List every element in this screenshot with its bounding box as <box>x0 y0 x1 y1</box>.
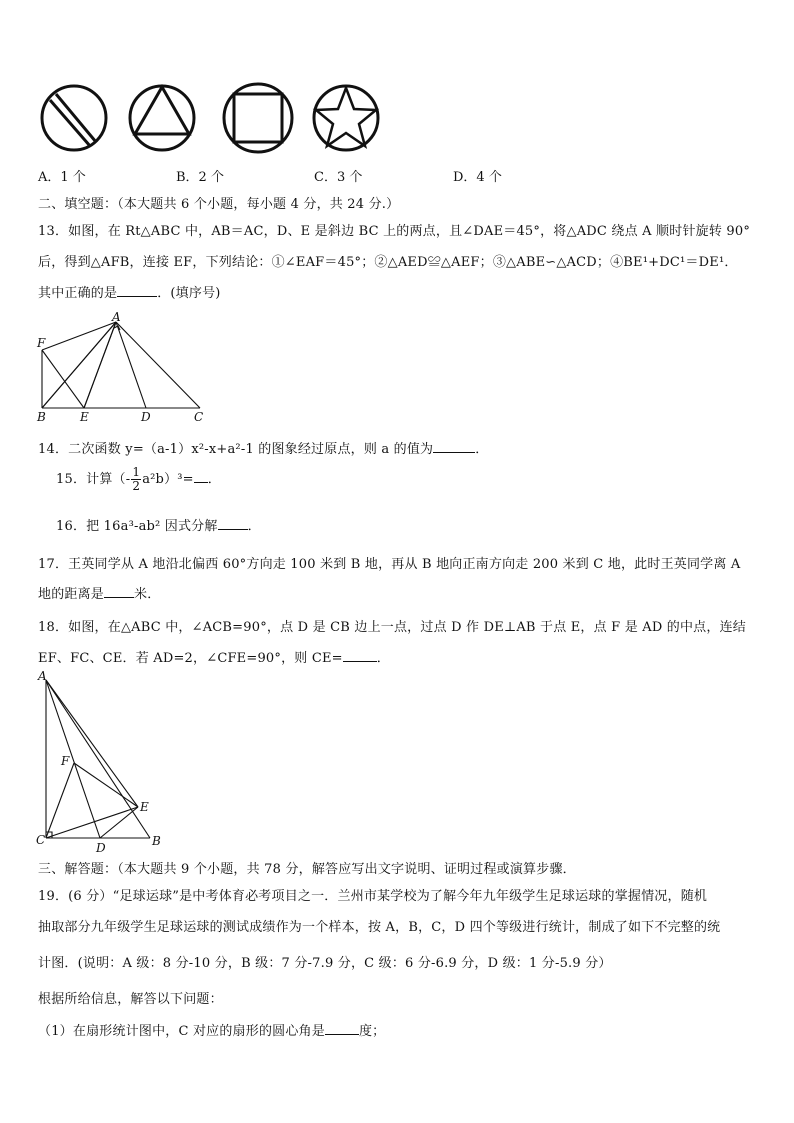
circle-triangle-figure <box>130 86 194 150</box>
q18-label-b: B <box>152 834 161 848</box>
q18-label-e: E <box>140 800 149 814</box>
circle-slash-figure <box>42 86 106 150</box>
q17-line2: 地的距离是 米． <box>38 587 161 602</box>
q19-line5: （1）在扇形统计图中，C 对应的扇形的圆心角是 度； <box>38 1024 386 1039</box>
q18-label-c: C <box>36 833 46 847</box>
circle-star-figure <box>314 86 378 150</box>
q16-line: 16．把 16a³-ab² 因式分解 ． <box>56 519 261 534</box>
q19-line4: 根据所给信息，解答以下问题： <box>38 992 223 1007</box>
q13-label-f: F <box>37 336 46 350</box>
q19-line1: 19．(6 分）“足球运球”是中考体育必考项目之一．兰州市某学校为了解今年九年级学生足球运球的掌握情况，随机 <box>38 889 708 904</box>
answer-blank <box>343 649 377 662</box>
q13-label-c: C <box>194 410 204 424</box>
q19-line2: 抽取部分九年级学生足球运球的测试成绩作为一个样本，按 A，B，C，D 四个等级进行统计，制成了如下不完整的统 <box>38 920 721 935</box>
q17-line1: 17．王英同学从 A 地沿北偏西 60°方向走 100 米到 B 地，再从 B 地向正南方向走 200 米到 C 地，此时王英同学离 A <box>38 557 741 572</box>
q18-line1: 18．如图，在△ABC 中，∠ACB=90°，点 D 是 CB 边上一点，过点 D 作 DE⊥AB 于点 E，点 F 是 AD 的中点，连结 <box>38 620 746 635</box>
q19-line3: 计图．(说明：A 级：8 分-10 分，B 级：7 分-7.9 分，C 级：6 分-6.9 分，D 级：1 分-5.9 分） <box>38 956 612 971</box>
choice-d: D．4 个 <box>453 170 502 185</box>
choice-b: B．2 个 <box>176 170 224 185</box>
section3-heading: 三、解答题：（本大题共 9 个小题，共 78 分，解答应写出文字说明、证明过程或演算步骤． <box>38 862 576 877</box>
answer-blank <box>218 517 248 530</box>
section2-heading: 二、填空题：（本大题共 6 个小题，每小题 4 分，共 24 分.） <box>38 197 400 212</box>
q13-line2: 后，得到△AFB，连接 EF，下列结论：①∠EAF＝45°；②△AED≌△AEF；③△ABE∽△ACD；④BE¹+DC¹＝DE¹． <box>38 255 738 270</box>
answer-blank <box>433 440 475 453</box>
q13-label-b: B <box>37 410 46 424</box>
q18-label-f: F <box>61 754 70 768</box>
q14-line: 14．二次函数 y=（a-1）x²-x+a²-1 的图象经过原点，则 a 的值为 ． <box>38 442 489 457</box>
answer-blank <box>104 585 134 598</box>
answer-blank <box>117 284 157 297</box>
answer-blank <box>325 1022 359 1035</box>
q18-label-d: D <box>96 841 106 855</box>
q13-figure <box>34 310 214 425</box>
choice-c: C．3 个 <box>314 170 363 185</box>
fraction-one-half: $\frac{1}{2}$ <box>132 465 141 493</box>
q13-label-e: E <box>80 410 89 424</box>
symbol-figures <box>36 80 386 156</box>
q13-label-a: A <box>112 310 121 324</box>
q18-label-a: A <box>38 669 47 683</box>
answer-blank <box>194 470 208 483</box>
q13-line1: 13．如图，在 Rt△ABC 中，AB＝AC，D、E 是斜边 BC 上的两点，且∠DAE＝45°，将△ADC 绕点 A 顺时针旋转 90° <box>38 224 751 239</box>
q18-line2: EF、FC、CE．若 AD=2，∠CFE=90°，则 CE= ． <box>38 651 390 666</box>
q15-line: 15．计算（- $\frac{1}{2}$ a²b）³= ． <box>56 465 221 493</box>
q13-line3: 其中正确的是 ．(填序号) <box>38 286 221 301</box>
choice-a: A．1 个 <box>38 170 86 185</box>
q13-label-d: D <box>141 410 151 424</box>
circle-square-figure <box>224 84 292 152</box>
q18-figure <box>34 668 174 858</box>
